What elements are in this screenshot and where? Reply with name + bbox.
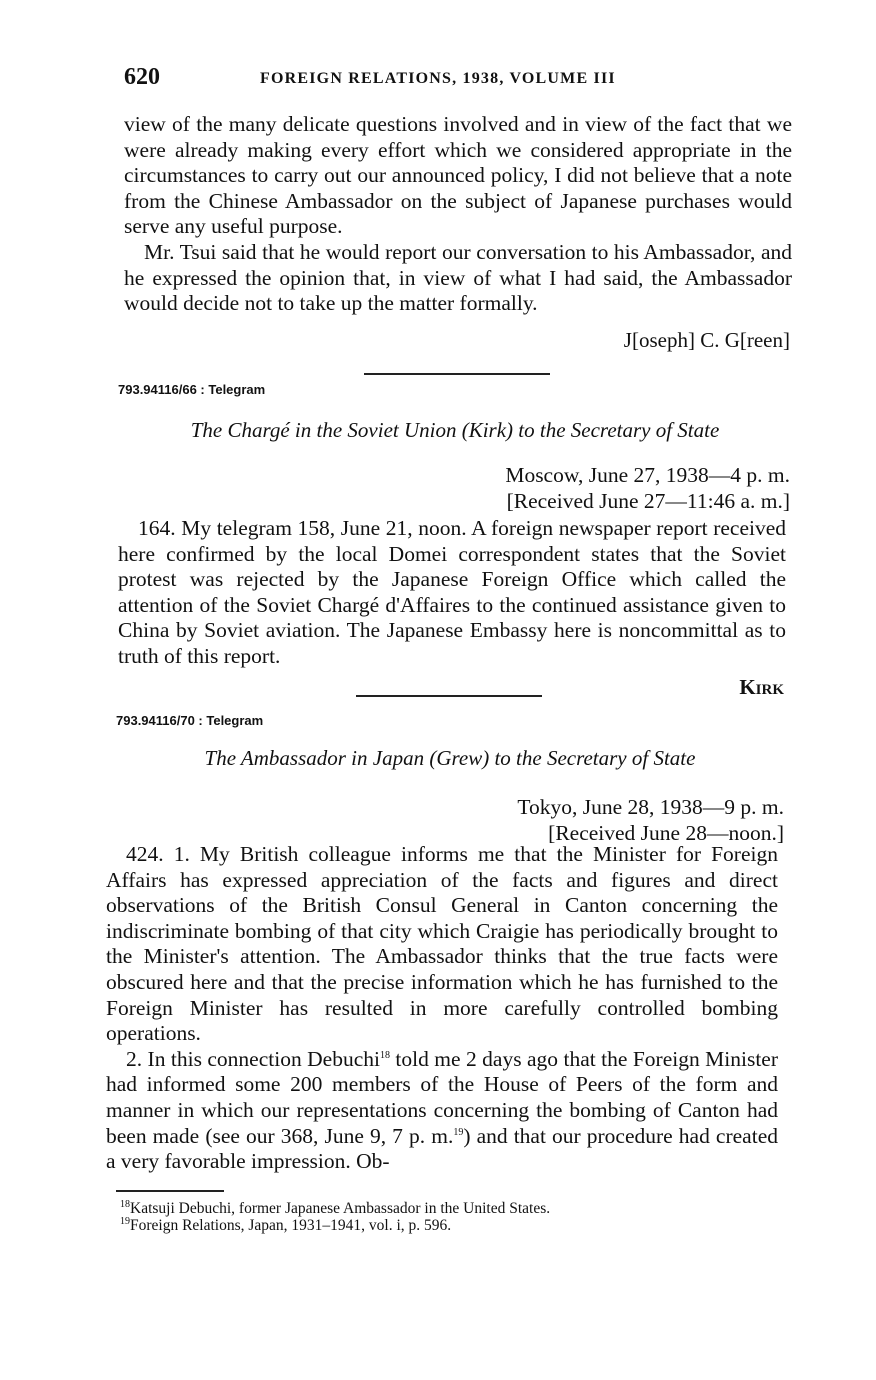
received-line: [Received June 28—noon.] (548, 821, 784, 845)
body-text-span: ) and that our procedure had created a very favorable impression. Ob- (106, 1123, 778, 1174)
file-number: 793.94116/66 : Telegram (118, 382, 266, 397)
footnote-text: Foreign Relations, Japan, 1931–1941, vol. i, p. 596. (130, 1217, 452, 1234)
page-number: 620 (124, 64, 160, 90)
continuation-text (124, 112, 792, 317)
section-divider (356, 695, 542, 697)
footnote-ref: 19 (453, 1126, 464, 1138)
telegram-body: 164. My telegram 158, June 21, noon. A foreign newspaper report received here confirmed by the local Domei correspondent states that the Soviet protest was rejected by the Japanese Foreign Office which called the attention of the Soviet Chargé d'Affaires to the continued assistance given to China by Soviet aviation. The Japanese Embassy here is noncommittal as to truth of this report. (118, 516, 786, 668)
footnote-text: Katsuji Debuchi, former Japanese Ambassador in the United States. (130, 1200, 551, 1217)
footnote-mark: 19 (120, 1215, 130, 1227)
footnote (120, 1217, 790, 1234)
footnote (120, 1200, 790, 1217)
document-heading: The Ambassador in Japan (Grew) to the Secretary of State (204, 746, 696, 770)
telegram-paragraph (106, 1047, 778, 1175)
received-line: [Received June 27—11:46 a. m.] (506, 489, 790, 513)
telegram-body (106, 842, 778, 1175)
page-header (124, 64, 784, 94)
dateline-place-date: Tokyo, June 28, 1938—9 p. m. (517, 795, 784, 819)
signature-green: J[oseph] C. G[reen] (623, 328, 790, 352)
continuation-paragraph: Mr. Tsui said that he would report our conversation to his Ambassador, and he expressed the opinion that, in view of what I had said, the Ambassador would decide not to take up the matter formally. (124, 239, 792, 316)
body-text-span: 2. In this connection Debuchi (126, 1046, 380, 1071)
body-text-span: told me 2 days ago that the Foreign Minister had informed some 200 members of the House of Peers of the form and manner in which our representations concerning the bombing of Canton had been made (see our 368, June 9, 7 p. m. (106, 1046, 778, 1148)
footnote-rule (116, 1190, 224, 1192)
telegram-paragraph: 424. 1. My British colleague informs me that the Minister for Foreign Affairs has expressed appreciation of the facts and figures and direct observations of the British Consul General in Canton concerning the indiscriminate bombing of that city which Craigie has periodically brought to the Minister's attention. The Ambassador thinks that the true facts were obscured here and that the precise information which he has furnished to the Foreign Minister has resulted in more carefully controlled bombing operations. (106, 842, 778, 1046)
footnote-mark: 18 (120, 1198, 130, 1210)
file-number: 793.94116/70 : Telegram (116, 713, 264, 728)
dateline-place-date: Moscow, June 27, 1938—4 p. m. (505, 463, 790, 487)
dateline (400, 462, 790, 514)
continuation-paragraph: view of the many delicate questions involved and in view of the fact that we were already making every effort which we considered appropriate in the circumstances to carry out our announced policy, I did not believe that a note from the Chinese Ambassador on the subject of Japanese purchases would serve any useful purpose. (124, 112, 792, 239)
section-divider (364, 373, 550, 375)
signature-kirk: Kirk (739, 675, 784, 699)
running-title: FOREIGN RELATIONS, 1938, VOLUME III (260, 70, 616, 87)
dateline (400, 794, 784, 846)
footnotes (120, 1200, 790, 1234)
footnote-ref: 18 (379, 1049, 390, 1061)
document-heading: The Chargé in the Soviet Union (Kirk) to the Secretary of State (190, 418, 720, 442)
